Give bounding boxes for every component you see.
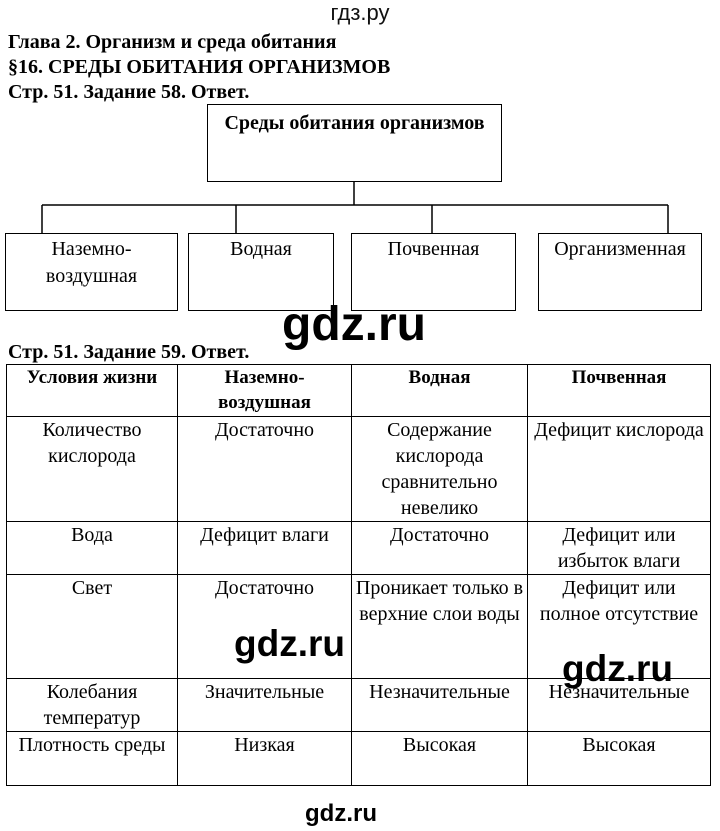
watermark: gdz.ru <box>562 648 673 689</box>
header-cell-conditions: Условия жизни <box>7 365 178 417</box>
table-row <box>7 522 711 575</box>
table-cell: Достаточно <box>178 575 352 679</box>
watermark: gdz.ru <box>282 298 426 351</box>
table-cell: Незначительные <box>528 679 711 732</box>
header-cell-soil: Почвенная <box>528 365 711 417</box>
chapter-heading: Глава 2. Организм и среда обитания <box>8 31 337 53</box>
diagram-node-terrestrial-air: Наземно-воздушная <box>5 233 178 311</box>
table-row <box>7 417 711 522</box>
table-row <box>7 732 711 786</box>
table-cell: Достаточно <box>178 417 352 522</box>
diagram-node-soil: Почвенная <box>351 233 516 311</box>
table-cell: Плотность среды <box>7 732 178 786</box>
table-cell: Достаточно <box>352 522 528 575</box>
table-cell: Колебания температур <box>7 679 178 732</box>
table-cell: Дефицит или полное отсутствие <box>528 575 711 679</box>
table-cell: Высокая <box>352 732 528 786</box>
header-cell-aquatic: Водная <box>352 365 528 417</box>
watermark: gdz.ru <box>305 800 377 827</box>
table-cell: Значительные <box>178 679 352 732</box>
header-cell-terrestrial-air: Наземно-воздушная <box>178 365 352 417</box>
table-cell: Дефицит влаги <box>178 522 352 575</box>
diagram-root-box: Среды обитания организмов <box>207 104 502 182</box>
site-header: гдз.ру <box>330 0 390 25</box>
table-cell: Высокая <box>528 732 711 786</box>
table-cell: Дефицит кислорода <box>528 417 711 522</box>
table-cell: Вода <box>7 522 178 575</box>
table-cell: Незначительные <box>352 679 528 732</box>
task-58-heading: Стр. 51. Задание 58. Ответ. <box>8 81 250 103</box>
table-cell: Свет <box>7 575 178 679</box>
table-cell: Содержание кислорода сравнительно невелико <box>352 417 528 522</box>
task-59-heading: Стр. 51. Задание 59. Ответ. <box>8 341 250 363</box>
diagram-node-aquatic: Водная <box>188 233 334 311</box>
diagram-node-organismal: Организменная <box>538 233 702 311</box>
watermark: gdz.ru <box>234 623 345 664</box>
table-cell: Дефицит или избыток влаги <box>528 522 711 575</box>
table-header-row <box>7 365 711 417</box>
section-heading: §16. СРЕДЫ ОБИТАНИЯ ОРГАНИЗМОВ <box>8 56 391 78</box>
living-conditions-table <box>6 364 711 786</box>
table-cell: Низкая <box>178 732 352 786</box>
table-cell: Количество кислорода <box>7 417 178 522</box>
table-cell: Проникает только в верхние слои воды <box>352 575 528 679</box>
